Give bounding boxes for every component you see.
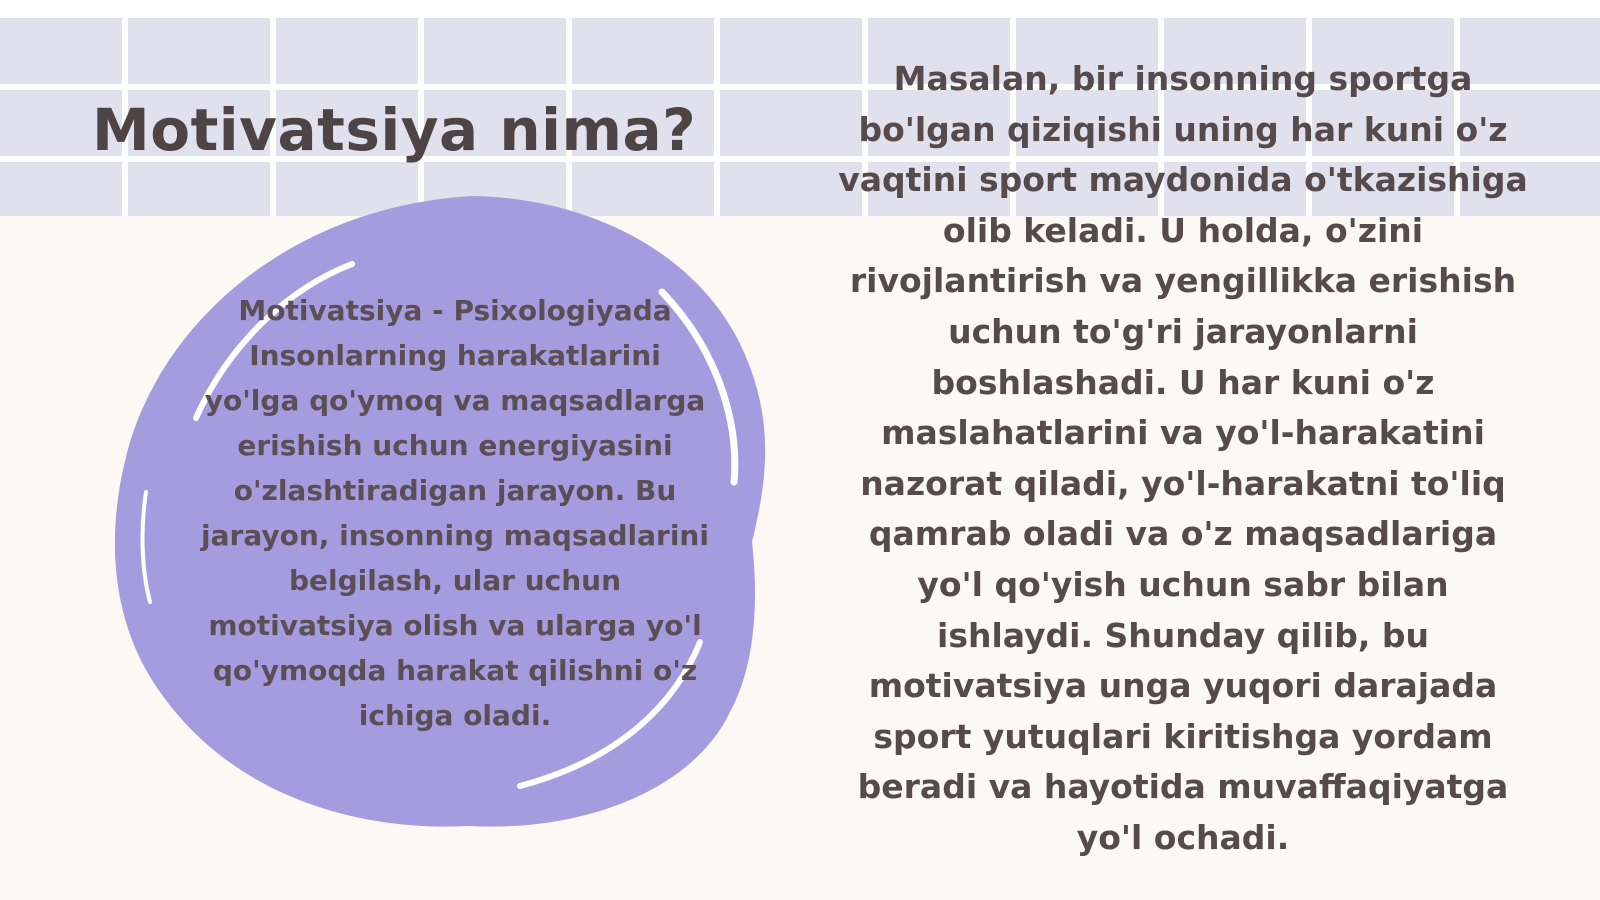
example-paragraph: Masalan, bir insonning sportga bo'lgan qiziqishi uning har kuni o'z vaqtini sport maydonida o'tkazishiga olib keladi. U holda, o'zini rivojlantirish va yengillikka erishish uchun to'g'ri jarayonlarni boshlashadi. U har kuni o'z maslahatlarini va yo'l-harakatini nazorat qiladi, yo'l-harakatni to'liq qamrab oladi va o'z maqsadlariga yo'l qo'yish uchun sabr bilan ishlaydi. Shunday qilib, bu motivatsiya unga yuqori darajada sport yutuqlari kiritishga yordam beradi va hayotida muvaffaqiyatga yo'l ochadi. [838, 59, 1528, 857]
slide-title: Motivatsiya nima? [92, 96, 697, 164]
grid-top-line [0, 0, 1600, 12]
definition-text: Motivatsiya - Psixologiyada Insonlarning harakatlarini yo'lga qo'ymoq va maqsadlarga erishish uchun energiyasini o'zlashtiradigan jarayon. Bu jarayon, insonning maqsadlarini belgilash, ular uchun motivatsiya olish va ularga yo'l qo'ymoqda harakat qilishni o'z ichiga oladi. [201, 294, 709, 732]
